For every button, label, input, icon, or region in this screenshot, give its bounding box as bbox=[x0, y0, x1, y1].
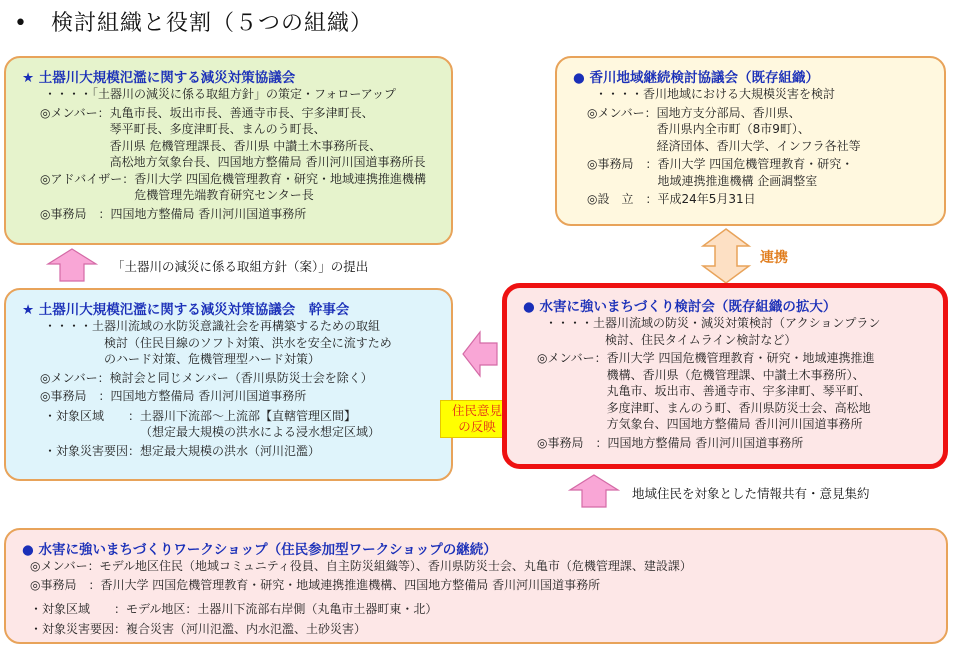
office-line: 地域連携推進機構 企画調整室 bbox=[657, 173, 818, 188]
executive-role-line: のハード対策、危機管理型ハード対策） bbox=[104, 352, 321, 366]
area-line: （想定最大規模の洪水による浸水想定区域） bbox=[140, 425, 381, 439]
area-line: 土器川下流部～上流部【直轄管理区間】 bbox=[140, 408, 357, 423]
kagawa-continuity-box bbox=[555, 56, 946, 226]
kagawa-role: ・・・・香川地域における大規模災害を検討 bbox=[595, 87, 836, 101]
executive-committee-box bbox=[4, 288, 453, 481]
adviser-label: ◎アドバイザー： bbox=[40, 171, 135, 186]
renkei-label: 連携 bbox=[760, 250, 788, 266]
office-line: 香川大学 四国危機管理教育・研究・ bbox=[657, 157, 854, 171]
resident-opinion-line: 住民意見 bbox=[451, 403, 502, 418]
office-label: ◎事務局 ： bbox=[30, 577, 101, 592]
kagawa-title: ● 香川地域継続検討協議会（既存組織） bbox=[573, 70, 819, 86]
area-label: ・対象区域 ： bbox=[30, 602, 127, 616]
member-line: 多度津町、まんのう町、香川県防災士会、高松地 bbox=[606, 400, 871, 415]
hazard-label: ・対象災害要因： bbox=[44, 443, 141, 458]
member-label: ◎メンバー： bbox=[537, 351, 607, 365]
member-line: 香川大学 四国危機管理教育・研究・地域連携推進 bbox=[606, 351, 875, 365]
executive-role-line: ・・・・土器川流域の水防災意識社会を再構築するための取組 bbox=[44, 319, 381, 333]
council-box bbox=[4, 56, 453, 245]
member-label: ◎メンバー： bbox=[30, 559, 100, 573]
office-value: 四国地方整備局 香川河川国道事務所 bbox=[607, 435, 804, 450]
member-line: 高松地方気象台長、四国地方整備局 香川河川国道事務所長 bbox=[109, 155, 426, 169]
committee-role-line: ・・・・土器川流域の防災・減災対策検討（アクションプラン bbox=[545, 316, 881, 330]
workshop-title: ● 水害に強いまちづくりワークショップ（住民参加型ワークショップの継続） bbox=[22, 542, 497, 558]
adviser-line: 危機管理先端教育研究センター長 bbox=[134, 188, 314, 202]
member-value: モデル地区住民（地域コミュニティ役員、自主防災組織等）、香川県防災士会、丸亀市（危機管理課、建設課） bbox=[99, 559, 692, 573]
hazard-value: 想定最大規模の洪水（河川氾濫） bbox=[140, 443, 321, 458]
town-planning-committee-box bbox=[502, 283, 948, 469]
office-value: 四国地方整備局 香川河川国道事務所 bbox=[110, 206, 307, 221]
member-line: 香川県 危機管理課長、香川県 中讃土木事務所長、 bbox=[109, 138, 382, 153]
committee-title: ● 水害に強いまちづくり検討会（既存組織の拡大） bbox=[523, 299, 837, 315]
hazard-value: 複合災害（河川氾濫、内水氾濫、土砂災害） bbox=[126, 621, 367, 636]
member-line: 方気象台、四国地方整備局 香川河川国道事務所 bbox=[606, 417, 863, 431]
up-arrow-icon bbox=[568, 474, 620, 508]
setup-label: ◎設 立 ： bbox=[587, 192, 658, 206]
committee-role-line: 検討、住民タイムライン検討など） bbox=[605, 332, 797, 347]
area-value: モデル地区：土器川下流部右岸側（丸亀市土器町東・北） bbox=[126, 602, 438, 616]
member-line: 丸亀市、坂出市、善通寺市、宇多津町、琴平町、 bbox=[606, 384, 871, 398]
up-arrow-icon bbox=[46, 248, 98, 282]
page-title: • 検討組織と役割（５つの組織） bbox=[14, 11, 373, 36]
member-line: 琴平町長、多度津町長、まんのう町長、 bbox=[109, 122, 326, 136]
member-value: 検討会と同じメンバー（香川県防災士会を除く） bbox=[109, 370, 373, 385]
office-label: ◎事務局 ： bbox=[40, 206, 111, 221]
member-line: 国地方支分部局、香川県、 bbox=[656, 105, 801, 120]
office-value: 香川大学 四国危機管理教育・研究・地域連携推進機構、四国地方整備局 香川河川国道事務所 bbox=[100, 577, 601, 592]
office-label: ◎事務局 ： bbox=[537, 435, 608, 450]
member-line: 丸亀市長、坂出市長、善通寺市長、宇多津町長、 bbox=[109, 105, 374, 120]
office-label: ◎事務局 ： bbox=[587, 157, 658, 171]
executive-role-line: 検討（住民目線のソフト対策、洪水を安全に流すため bbox=[104, 335, 392, 350]
member-label: ◎メンバー： bbox=[40, 370, 110, 385]
hazard-label: ・対象災害要因： bbox=[30, 621, 127, 636]
information-sharing-note: 地域住民を対象とした情報共有・意見集約 bbox=[632, 486, 870, 501]
council-title: ★ 土器川大規模氾濫に関する減災対策協議会 bbox=[22, 70, 296, 86]
member-line: 機構、香川県（危機管理課、中讃土木事務所）、 bbox=[606, 367, 865, 382]
council-role: ・・・・「土器川の減災に係る取組方針」の策定・フォローアップ bbox=[44, 87, 396, 101]
office-label: ◎事務局 ： bbox=[40, 389, 111, 403]
area-label: ・対象区域 ： bbox=[44, 408, 141, 423]
submission-note: 「土器川の減災に係る取組方針（案）」の提出 bbox=[112, 259, 369, 274]
member-label: ◎メンバー： bbox=[587, 105, 657, 120]
workshop-box bbox=[4, 528, 948, 644]
updown-arrow-icon bbox=[700, 228, 752, 284]
adviser-line: 香川大学 四国危機管理教育・研究・地域連携推進機構 bbox=[134, 171, 427, 186]
setup-value: 平成24年5月31日 bbox=[657, 192, 756, 206]
resident-opinion-line: の反映 bbox=[458, 419, 496, 434]
member-line: 経済団体、香川大学、インフラ各社等 bbox=[656, 138, 861, 153]
executive-title: ★ 土器川大規模氾濫に関する減災対策協議会 幹事会 bbox=[22, 302, 350, 318]
left-arrow-icon bbox=[462, 330, 498, 378]
member-label: ◎メンバー： bbox=[40, 105, 110, 120]
member-line: 香川県内全市町（8市9町）、 bbox=[656, 122, 810, 136]
office-value: 四国地方整備局 香川河川国道事務所 bbox=[110, 389, 307, 403]
